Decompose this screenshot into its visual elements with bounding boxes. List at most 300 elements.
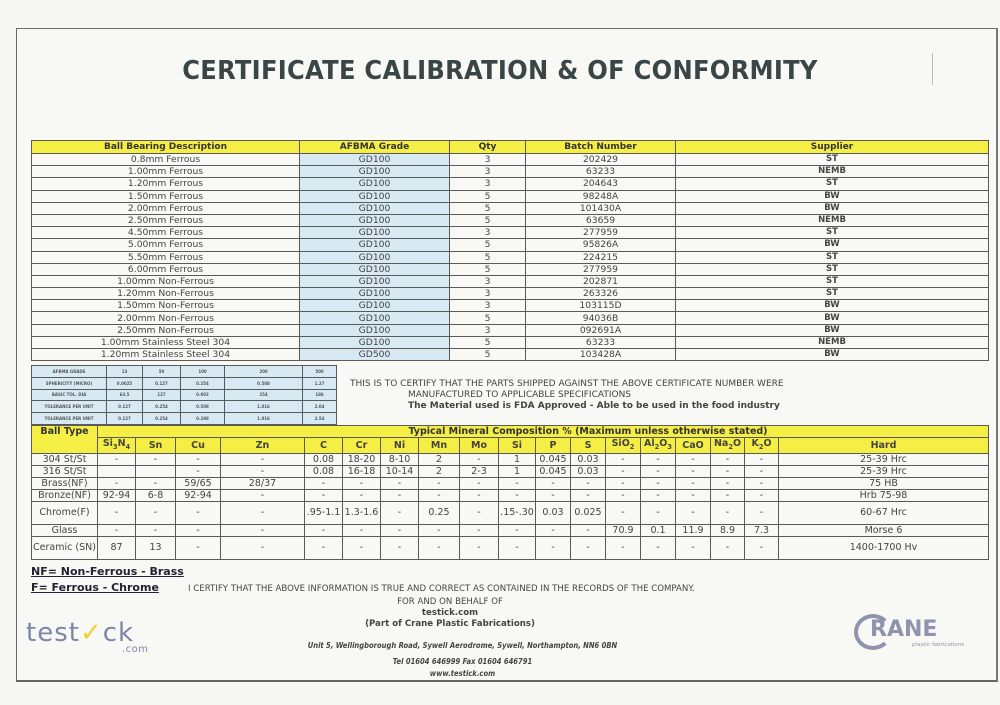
mineral-col-header-zn: Zn — [221, 438, 305, 454]
bearing-grade: GD100 — [300, 154, 450, 166]
bearing-description: 1.00mm Non-Ferrous — [32, 275, 300, 287]
composition-value: - — [641, 453, 676, 465]
checkmark-icon: ✓ — [79, 618, 103, 648]
composition-value: - — [711, 501, 745, 524]
grade-cell: 1.016 — [225, 401, 303, 413]
bearing-description: 1.00mm Ferrous — [32, 166, 300, 178]
composition-value: 2 — [419, 465, 460, 477]
composition-value: - — [676, 501, 711, 524]
crane-logo — [852, 612, 982, 652]
footer-certify-line: I CERTIFY THAT THE ABOVE INFORMATION IS TRUE AND CORRECT AS CONTAINED IN THE RECORDS OF THE COMPANY. — [188, 584, 695, 594]
composition-value: - — [499, 536, 536, 559]
composition-value: - — [381, 524, 419, 536]
testick-logo — [26, 618, 149, 655]
bearing-supplier: NEMB — [676, 336, 989, 348]
composition-value: 0.045 — [536, 453, 571, 465]
composition-value: - — [305, 489, 343, 501]
composition-value: - — [641, 477, 676, 489]
composition-value: 0.045 — [536, 465, 571, 477]
composition-value — [98, 465, 136, 477]
grade-tolerance-table — [31, 365, 337, 425]
composition-value: - — [460, 453, 499, 465]
composition-value: - — [641, 489, 676, 501]
mineral-row — [32, 536, 989, 559]
bearing-batch-number: 98248A — [526, 190, 676, 202]
bearing-row — [32, 227, 989, 239]
composition-value: - — [221, 453, 305, 465]
bearing-batch-number: 092691A — [526, 324, 676, 336]
crane-logo-word: RANE — [870, 617, 938, 642]
bearing-batch-number: 63659 — [526, 214, 676, 226]
bearing-qty: 3 — [450, 288, 526, 300]
composition-value: - — [536, 536, 571, 559]
bearing-grade: GD100 — [300, 312, 450, 324]
footer-address: Unit 5, Wellingborough Road, Sywell Aerodrome, Sywell, Northampton, NN6 0BN — [307, 641, 618, 650]
bearing-grade: GD100 — [300, 324, 450, 336]
bearing-supplier: NEMB — [676, 166, 989, 178]
mineral-col-header-na2o: $Na_2O$ — [711, 438, 745, 454]
grade-row-label: SPHERICITY (MICRO) — [32, 377, 107, 389]
composition-value: 0.03 — [571, 453, 606, 465]
composition-value: - — [136, 501, 176, 524]
grade-cell: 0.127 — [107, 413, 143, 425]
bearing-supplier: BW — [676, 349, 989, 361]
composition-value: - — [676, 477, 711, 489]
bearing-supplier: ST — [676, 275, 989, 287]
mineral-row — [32, 453, 989, 465]
composition-value: 0.08 — [305, 453, 343, 465]
bearing-row — [32, 263, 989, 275]
grade-row — [32, 389, 337, 401]
bearing-description: 2.00mm Non-Ferrous — [32, 312, 300, 324]
ball-type: Ceramic (SN) — [32, 536, 98, 559]
composition-value: - — [343, 524, 381, 536]
bearing-table-header — [32, 141, 989, 154]
mineral-col-header-c: C — [305, 438, 343, 454]
composition-value: - — [419, 477, 460, 489]
crane-logo-tagline: plastic fabrications — [912, 642, 965, 648]
bearing-qty: 3 — [450, 227, 526, 239]
grade-cell: 0.127 — [107, 401, 143, 413]
mineral-col-header-ni: Ni — [381, 438, 419, 454]
grade-row — [32, 401, 337, 413]
grade-row-label: AFBMA GRADE — [32, 366, 107, 378]
composition-value: - — [343, 489, 381, 501]
mineral-col-header-si3n4: $Si_3N_4$ — [98, 438, 136, 454]
ball-type-header: Ball Type — [32, 426, 98, 454]
composition-value: 28/37 — [221, 477, 305, 489]
composition-value: - — [221, 524, 305, 536]
bearing-supplier: BW — [676, 190, 989, 202]
testick-logo-domain: .com — [122, 644, 149, 655]
col-header-grade: AFBMA Grade — [300, 141, 450, 154]
bearing-qty: 5 — [450, 214, 526, 226]
composition-value: - — [745, 465, 779, 477]
grade-cell: 186 — [303, 389, 337, 401]
composition-value: - — [343, 477, 381, 489]
bearing-description: 4.50mm Ferrous — [32, 227, 300, 239]
grade-cell: 1.016 — [225, 413, 303, 425]
composition-value: 2 — [419, 453, 460, 465]
bearing-table — [31, 140, 989, 361]
composition-value: - — [641, 536, 676, 559]
composition-value: 18-20 — [343, 453, 381, 465]
footer-website: www.testick.com — [429, 669, 496, 678]
composition-value: - — [641, 501, 676, 524]
bearing-supplier: ST — [676, 251, 989, 263]
grade-cell: 0.254 — [181, 377, 225, 389]
composition-value: 7.3 — [745, 524, 779, 536]
bearing-supplier: ST — [676, 288, 989, 300]
composition-value: - — [176, 453, 221, 465]
bearing-batch-number: 224215 — [526, 251, 676, 263]
composition-value: - — [460, 524, 499, 536]
bearing-description: 1.00mm Stainless Steel 304 — [32, 336, 300, 348]
bearing-batch-number: 277959 — [526, 263, 676, 275]
bearing-grade: GD100 — [300, 275, 450, 287]
composition-value: - — [711, 536, 745, 559]
composition-value: - — [381, 501, 419, 524]
bearing-grade: GD100 — [300, 251, 450, 263]
bearing-row — [32, 190, 989, 202]
grade-cell: 0.127 — [143, 377, 181, 389]
mineral-col-header-sn: Sn — [136, 438, 176, 454]
composition-value: - — [381, 477, 419, 489]
composition-value: - — [136, 453, 176, 465]
composition-value: - — [343, 536, 381, 559]
bearing-row — [32, 349, 989, 361]
certification-statement — [350, 379, 784, 411]
mineral-col-header-al2o3: $Al_2O_3$ — [641, 438, 676, 454]
mineral-col-header-k2o: $K_2O$ — [745, 438, 779, 454]
composition-value: - — [641, 465, 676, 477]
composition-value: - — [381, 536, 419, 559]
bearing-qty: 5 — [450, 239, 526, 251]
composition-value: - — [98, 477, 136, 489]
mineral-col-header-sio2: SiO$_2$ — [606, 438, 641, 454]
bearing-grade: GD100 — [300, 202, 450, 214]
grade-cell: 50 — [143, 366, 181, 378]
bearing-qty: 3 — [450, 166, 526, 178]
grade-cell: 500 — [303, 366, 337, 378]
bearing-batch-number: 202871 — [526, 275, 676, 287]
grade-row-label: BASIC TOL. DIA — [32, 389, 107, 401]
composition-value: - — [176, 536, 221, 559]
ball-type: Chrome(F) — [32, 501, 98, 524]
col-header-batch: Batch Number — [526, 141, 676, 154]
hardness-value: Morse 6 — [779, 524, 989, 536]
bearing-description: 0.8mm Ferrous — [32, 154, 300, 166]
bearing-row — [32, 300, 989, 312]
bearing-row — [32, 239, 989, 251]
bearing-batch-number: 103115D — [526, 300, 676, 312]
bearing-qty: 5 — [450, 312, 526, 324]
bearing-row — [32, 336, 989, 348]
certify-line-1: THIS IS TO CERTIFY THAT THE PARTS SHIPPED AGAINST THE ABOVE CERTIFICATE NUMBER WERE — [350, 379, 784, 389]
grade-cell: 2.54 — [303, 413, 337, 425]
bearing-qty: 5 — [450, 336, 526, 348]
composition-value: 1 — [499, 453, 536, 465]
composition-value: - — [221, 501, 305, 524]
col-header-supplier: Supplier — [676, 141, 989, 154]
bearing-qty: 5 — [450, 349, 526, 361]
bearing-row — [32, 166, 989, 178]
composition-value: - — [176, 524, 221, 536]
grade-cell: 100 — [181, 366, 225, 378]
bearing-grade: GD100 — [300, 239, 450, 251]
composition-value: 13 — [136, 536, 176, 559]
grade-cell: 254 — [225, 389, 303, 401]
grade-row — [32, 377, 337, 389]
bearing-description: 5.00mm Ferrous — [32, 239, 300, 251]
ball-type: Brass(NF) — [32, 477, 98, 489]
bearing-batch-number: 63233 — [526, 336, 676, 348]
composition-value: - — [711, 465, 745, 477]
composition-value: 1.3-1.6 — [343, 501, 381, 524]
bearing-row — [32, 214, 989, 226]
bearing-batch-number: 94036B — [526, 312, 676, 324]
composition-value: - — [676, 489, 711, 501]
composition-value: - — [711, 453, 745, 465]
composition-value: - — [606, 536, 641, 559]
legend-f: F= Ferrous - Chrome — [31, 581, 159, 594]
grade-cell: 0.254 — [143, 401, 181, 413]
hardness-value: 25-39 Hrc — [779, 465, 989, 477]
bearing-description: 1.20mm Stainless Steel 304 — [32, 349, 300, 361]
composition-value: - — [745, 489, 779, 501]
ball-type: Glass — [32, 524, 98, 536]
bearing-qty: 5 — [450, 190, 526, 202]
grade-cell: 0.508 — [181, 401, 225, 413]
composition-value: - — [499, 477, 536, 489]
composition-value: - — [536, 489, 571, 501]
composition-value: - — [460, 501, 499, 524]
composition-value: .15-.30 — [499, 501, 536, 524]
bearing-grade: GD100 — [300, 178, 450, 190]
bearing-supplier: BW — [676, 300, 989, 312]
hardness-value: 25-39 Hrc — [779, 453, 989, 465]
mineral-row — [32, 524, 989, 536]
bearing-batch-number: 103428A — [526, 349, 676, 361]
bearing-grade: GD100 — [300, 300, 450, 312]
composition-value: - — [536, 477, 571, 489]
composition-value: - — [745, 501, 779, 524]
composition-value: - — [676, 453, 711, 465]
grade-cell: 0.254 — [143, 413, 181, 425]
bearing-batch-number: 95826A — [526, 239, 676, 251]
grade-row-label: TOLERANCE PER UNIT — [32, 401, 107, 413]
composition-value: 11.9 — [676, 524, 711, 536]
col-header-description: Ball Bearing Description — [32, 141, 300, 154]
composition-value: - — [98, 524, 136, 536]
bearing-batch-number: 204643 — [526, 178, 676, 190]
composition-value: - — [419, 536, 460, 559]
composition-value: - — [305, 536, 343, 559]
footer-phone: Tel 01604 646999 Fax 01604 646791 — [392, 657, 533, 666]
bearing-description: 1.20mm Ferrous — [32, 178, 300, 190]
composition-value: - — [606, 477, 641, 489]
bearing-qty: 3 — [450, 300, 526, 312]
grade-cell: 200 — [225, 366, 303, 378]
composition-value: 92-94 — [176, 489, 221, 501]
footer-parent-company: (Part of Crane Plastic Fabrications) — [365, 619, 535, 629]
bearing-row — [32, 202, 989, 214]
mineral-col-header-cao: CaO — [676, 438, 711, 454]
composition-value: - — [571, 489, 606, 501]
bearing-supplier: ST — [676, 154, 989, 166]
bearing-qty: 3 — [450, 324, 526, 336]
grade-cell: 13 — [107, 366, 143, 378]
grade-cell: 0.288 — [181, 413, 225, 425]
mineral-col-header-cu: Cu — [176, 438, 221, 454]
grade-row-label: TOLERANCE PER UNIT — [32, 413, 107, 425]
hardness-value: 1400-1700 Hv — [779, 536, 989, 559]
composition-value: 92-94 — [98, 489, 136, 501]
composition-value: - — [606, 501, 641, 524]
grade-cell: 0.0025 — [107, 377, 143, 389]
bearing-row — [32, 154, 989, 166]
ball-type: Bronze(NF) — [32, 489, 98, 501]
bearing-batch-number: 202429 — [526, 154, 676, 166]
composition-value: - — [711, 477, 745, 489]
bearing-grade: GD500 — [300, 349, 450, 361]
grade-cell: 0.002 — [181, 389, 225, 401]
bearing-grade: GD100 — [300, 227, 450, 239]
composition-value: - — [460, 477, 499, 489]
footer-company: testick.com — [421, 608, 479, 618]
fda-statement: The Material used is FDA Approved - Able to be used in the food industry — [408, 401, 780, 411]
composition-value: - — [536, 524, 571, 536]
composition-value: - — [305, 477, 343, 489]
composition-value: - — [98, 501, 136, 524]
composition-value: 0.025 — [571, 501, 606, 524]
composition-value: - — [676, 536, 711, 559]
bearing-description: 5.50mm Ferrous — [32, 251, 300, 263]
bearing-supplier: ST — [676, 227, 989, 239]
composition-value: 70.9 — [606, 524, 641, 536]
composition-value: - — [460, 489, 499, 501]
testick-logo-text-left: test — [26, 618, 80, 648]
mineral-col-header-s: S — [571, 438, 606, 454]
bearing-qty: 5 — [450, 263, 526, 275]
bearing-row — [32, 178, 989, 190]
grade-cell: 0.508 — [225, 377, 303, 389]
bearing-qty: 5 — [450, 251, 526, 263]
composition-value: 0.08 — [305, 465, 343, 477]
certify-line-2: MANUFACTURED TO APPLICABLE SPECIFICATIONS — [408, 390, 632, 400]
grade-cell: 127 — [143, 389, 181, 401]
composition-value: - — [221, 489, 305, 501]
mineral-row — [32, 465, 989, 477]
footer-behalf: FOR AND ON BEHALF OF — [397, 597, 503, 607]
bearing-description: 1.50mm Non-Ferrous — [32, 300, 300, 312]
bearing-qty: 5 — [450, 202, 526, 214]
bearing-supplier: BW — [676, 312, 989, 324]
composition-value: 87 — [98, 536, 136, 559]
composition-value: 16-18 — [343, 465, 381, 477]
mineral-col-header-hard: Hard — [779, 438, 989, 454]
bearing-row — [32, 312, 989, 324]
bearing-grade: GD100 — [300, 263, 450, 275]
bearing-grade: GD100 — [300, 288, 450, 300]
composition-value: - — [136, 524, 176, 536]
grade-cell: 1.27 — [303, 377, 337, 389]
composition-value: - — [176, 465, 221, 477]
mineral-row — [32, 501, 989, 524]
testick-logo-text-right: ck — [102, 618, 135, 648]
composition-value: - — [499, 524, 536, 536]
bearing-supplier: ST — [676, 263, 989, 275]
composition-value: - — [745, 453, 779, 465]
composition-value: - — [136, 477, 176, 489]
composition-value: - — [221, 536, 305, 559]
composition-value: 0.1 — [641, 524, 676, 536]
hardness-value: Hrb 75-98 — [779, 489, 989, 501]
composition-value: 8.9 — [711, 524, 745, 536]
bearing-row — [32, 275, 989, 287]
bearing-supplier: ST — [676, 178, 989, 190]
grade-cell: 2.04 — [303, 401, 337, 413]
composition-value: .95-1.1 — [305, 501, 343, 524]
composition-value: - — [571, 524, 606, 536]
composition-value: 2-3 — [460, 465, 499, 477]
bearing-row — [32, 288, 989, 300]
mineral-col-header-p: P — [536, 438, 571, 454]
mineral-col-header-si: Si — [499, 438, 536, 454]
composition-value: - — [419, 524, 460, 536]
composition-value: - — [221, 465, 305, 477]
col-header-qty: Qty — [450, 141, 526, 154]
bearing-description: 1.20mm Non-Ferrous — [32, 288, 300, 300]
composition-value: - — [419, 489, 460, 501]
composition-value: 1 — [499, 465, 536, 477]
bearing-description: 6.00mm Ferrous — [32, 263, 300, 275]
bearing-description: 1.50mm Ferrous — [32, 190, 300, 202]
composition-value: - — [381, 489, 419, 501]
bearing-supplier: BW — [676, 239, 989, 251]
bearing-row — [32, 251, 989, 263]
bearing-qty: 3 — [450, 154, 526, 166]
bearing-description: 2.50mm Ferrous — [32, 214, 300, 226]
bearing-batch-number: 101430A — [526, 202, 676, 214]
mineral-group-header — [32, 426, 989, 438]
composition-value: - — [98, 453, 136, 465]
composition-value: 8-10 — [381, 453, 419, 465]
bearing-row — [32, 324, 989, 336]
composition-value: - — [676, 465, 711, 477]
composition-value: 59/65 — [176, 477, 221, 489]
mineral-composition-table — [31, 425, 989, 560]
ball-type: 304 St/St — [32, 453, 98, 465]
bearing-batch-number: 263326 — [526, 288, 676, 300]
bearing-qty: 3 — [450, 178, 526, 190]
bearing-supplier: BW — [676, 202, 989, 214]
mineral-column-headers — [32, 438, 989, 454]
composition-value: - — [745, 536, 779, 559]
grade-cell: 63.5 — [107, 389, 143, 401]
grade-row — [32, 366, 337, 378]
bearing-batch-number: 277959 — [526, 227, 676, 239]
composition-value: - — [606, 453, 641, 465]
bearing-grade: GD100 — [300, 166, 450, 178]
composition-value: - — [499, 489, 536, 501]
ball-type: 316 St/St — [32, 465, 98, 477]
page-title: CERTIFICATE CALIBRATION & OF CONFORMITY — [182, 56, 818, 86]
grade-row — [32, 413, 337, 425]
mineral-row — [32, 489, 989, 501]
bearing-batch-number: 63233 — [526, 166, 676, 178]
composition-group-header: Typical Mineral Composition % (Maximum unless otherwise stated) — [98, 426, 989, 438]
